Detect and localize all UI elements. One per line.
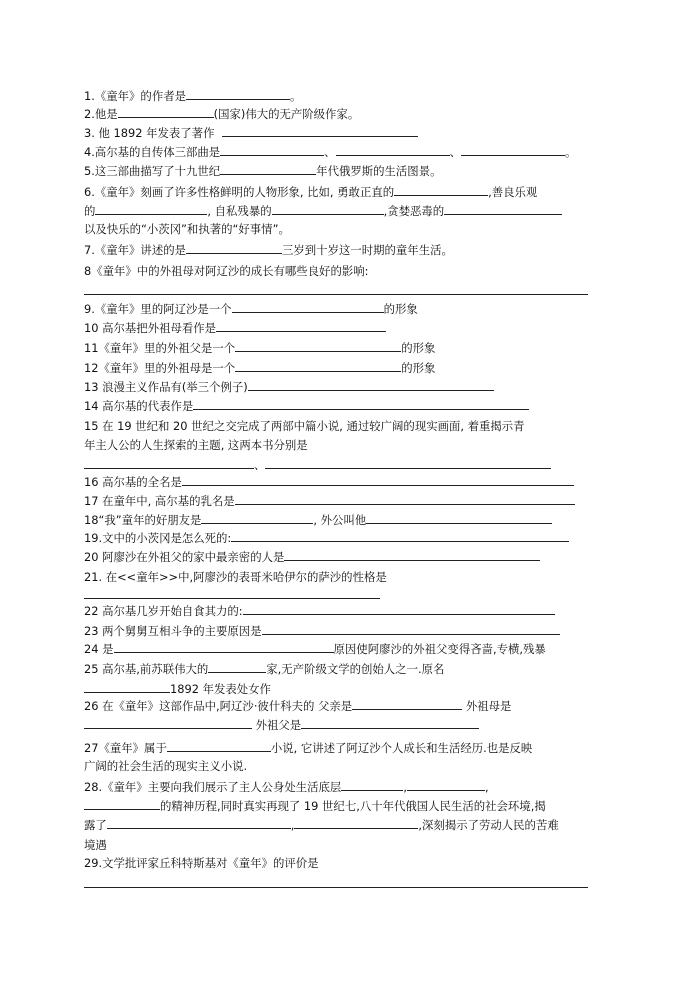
question-29 [84,856,319,871]
question-17 [84,494,575,509]
question-11-text: 11《童年》里的外祖父是一个 [84,341,236,355]
answer-blank[interactable] [220,164,316,175]
question-25-line-1: 25 高尔基,前苏联伟大的 家,无产阶级文学的创始人之一.原名 [84,662,445,676]
question-26-text: 26 在《童年》这部作品中,阿辽沙·彼什科夫的 父亲是 [84,699,353,713]
answer-blank[interactable] [208,662,266,673]
question-15-line-1 [84,419,525,434]
question-22 [84,604,555,619]
question-11: 11《童年》里的外祖父是一个 的形象 [84,341,436,355]
question-21-text: 21. 在<<童年>>中,阿廖沙的表哥米哈伊尔的萨沙的性格是 [84,570,387,584]
question-4: 4.高尔基的自传体三部曲是 、 、 。 [84,145,577,159]
answer-blank[interactable] [118,107,214,118]
question-23-text: 23 两个舅舅互相斗争的主要原因是 [84,624,262,638]
question-12-text: 12《童年》里的外祖母是一个 [84,361,236,375]
answer-blank[interactable] [243,604,555,615]
question-12: 12《童年》里的外祖母是一个 的形象 [84,361,436,375]
question-7: 7.《童年》讲述的是 三岁到十岁这一时期的童年生活。 [84,243,453,257]
answer-line[interactable] [84,294,588,295]
answer-blank[interactable] [84,799,160,810]
question-14-text: 14 高尔基的代表作是 [84,399,194,413]
question-18: 18“我”童年的好朋友是 , 外公叫他 [84,513,552,528]
question-2: 2.他是 (国家)伟大的无产阶级作家。 [84,107,360,121]
answer-blank[interactable] [352,699,462,710]
question-28-text: 28.《童年》主要向我们展示了主人公身处生活底层 [84,780,342,794]
question-15-text: 15 在 19 世纪和 20 世纪之交完成了两部中篇小说, 通过较广阔的现实画面, 着重揭示青 [84,419,525,433]
answer-blank[interactable] [341,780,403,791]
question-1-text: 1.《童年》的作者是 [84,89,186,103]
question-22-text: 22 高尔基几岁开始自食其力的: [84,604,243,618]
question-17-text: 17 在童年中, 高尔基的乳名是 [84,494,235,508]
answer-blank[interactable] [235,361,401,372]
question-9: 9.《童年》里的阿辽沙是一个 的形象 [84,302,418,316]
question-13-text: 13 浪漫主义作品有(举三个例子) [84,380,248,394]
answer-blank[interactable] [182,475,574,486]
question-6-line-1: 6.《童年》刻画了许多性格鲜明的人物形象, 比如, 勇敢正直的 ,善良乐观 [84,185,538,199]
question-9-text: 9.《童年》里的阿辽沙是一个 [84,302,232,316]
answer-blank[interactable] [220,145,324,156]
question-27-line-1: 27《童年》属于 小说, 它讲述了阿辽沙个人成长和生活经历.也是反映 [84,741,533,755]
answer-blank[interactable] [201,513,313,524]
question-6-text: 6.《童年》刻画了许多性格鲜明的人物形象, 比如, 勇敢正直的 [84,185,395,199]
answer-blank[interactable] [294,818,418,829]
question-29-text: 29.文学批评家丘科特斯基对《童年》的评价是 [84,856,319,870]
answer-blank[interactable] [114,642,334,653]
answer-blank[interactable] [301,718,479,729]
question-8-text: 8《童年》中的外祖母对阿辽沙的成长有哪些良好的影响: [84,264,369,278]
question-24-text: 24 是 [84,642,114,656]
question-5: 5.这三部曲描写了十九世纪 年代俄罗斯的生活图景。 [84,164,442,178]
question-14 [84,399,529,414]
answer-blank[interactable] [444,204,562,215]
question-28-line-3: 露了 , ,深刻揭示了劳动人民的苦难 [84,818,559,832]
question-4-text: 4.高尔基的自传体三部曲是 [84,145,221,159]
answer-blank[interactable] [84,458,254,469]
answer-line[interactable] [84,887,588,888]
question-6-line-3: 以及快乐的“小茨冈”和执著的“好事情”。 [84,222,290,236]
answer-blank[interactable] [222,126,418,137]
question-7-text: 7.《童年》讲述的是 [84,243,186,257]
question-15-line-3: 、 [84,458,551,473]
question-24: 24 是 原因使阿廖沙的外祖父变得吝啬,专横,残暴 [84,642,546,656]
question-27-line-2: 广阔的社会生活的现实主义小说. [84,759,248,773]
question-5-text: 5.这三部曲描写了十九世纪 [84,164,221,178]
question-26-line-2: 外祖父是 [84,718,479,733]
question-19 [84,531,569,546]
answer-blank[interactable] [262,624,560,635]
answer-blank[interactable] [107,818,291,829]
answer-blank[interactable] [461,145,565,156]
answer-blank[interactable] [284,550,540,561]
question-25-text: 25 高尔基,前苏联伟大的 [84,662,209,676]
answer-blank[interactable] [336,145,450,156]
question-18-text: 18“我”童年的好朋友是 [84,513,202,527]
answer-blank[interactable] [193,399,529,410]
answer-blank[interactable] [84,718,252,729]
question-28-line-1: 28.《童年》主要向我们展示了主人公身处生活底层 , , [84,780,489,794]
question-3 [84,126,418,141]
answer-blank[interactable] [84,682,170,693]
question-28-line-2: 的精神历程,同时真实再现了 19 世纪七,八十年代俄国人民生活的社会环境,揭 [84,799,546,814]
answer-blank[interactable] [95,204,207,215]
answer-blank[interactable] [272,204,384,215]
answer-line[interactable] [84,598,380,599]
question-15-line-2: 年主人公的人生探索的主题, 这两本书分别是 [84,438,308,452]
answer-blank[interactable] [394,185,488,196]
answer-blank[interactable] [232,302,384,313]
question-20 [84,550,540,565]
answer-blank[interactable] [186,243,282,254]
answer-blank[interactable] [265,458,551,469]
question-20-text: 20 阿廖沙在外祖父的家中最亲密的人是 [84,550,285,564]
question-19-text: 19.文中的小茨冈是怎么死的: [84,531,232,545]
question-28-line-4: 境遇 [84,838,107,852]
question-10 [84,321,386,336]
answer-blank[interactable] [407,780,485,791]
answer-blank[interactable] [235,341,401,352]
question-23 [84,624,560,639]
question-10-text: 10 高尔基把外祖母看作是 [84,321,217,335]
question-27-text: 27《童年》属于 [84,741,167,755]
question-6-line-2: 的 , 自私残暴的 ,贪婪恶毒的 [84,204,562,219]
question-13 [84,380,494,395]
question-1: 1.《童年》的作者是 。 [84,89,302,103]
question-3-text: 3. 他 1892 年发表了著作 [84,126,215,140]
answer-blank[interactable] [216,321,386,332]
answer-blank[interactable] [186,89,290,100]
answer-blank[interactable] [248,380,494,391]
answer-blank[interactable] [231,531,569,542]
question-8 [84,264,368,279]
question-16 [84,475,574,490]
question-16-text: 16 高尔基的全名是 [84,475,182,489]
answer-blank[interactable] [235,494,575,505]
question-21 [84,570,387,585]
answer-blank[interactable] [167,741,271,752]
answer-blank[interactable] [366,513,552,524]
question-26-line-1: 26 在《童年》这部作品中,阿辽沙·彼什科夫的 父亲是 外祖母是 [84,699,512,713]
question-2-text: 2.他是 [84,107,118,121]
question-25-line-2: 1892 年发表处女作 [84,682,271,697]
